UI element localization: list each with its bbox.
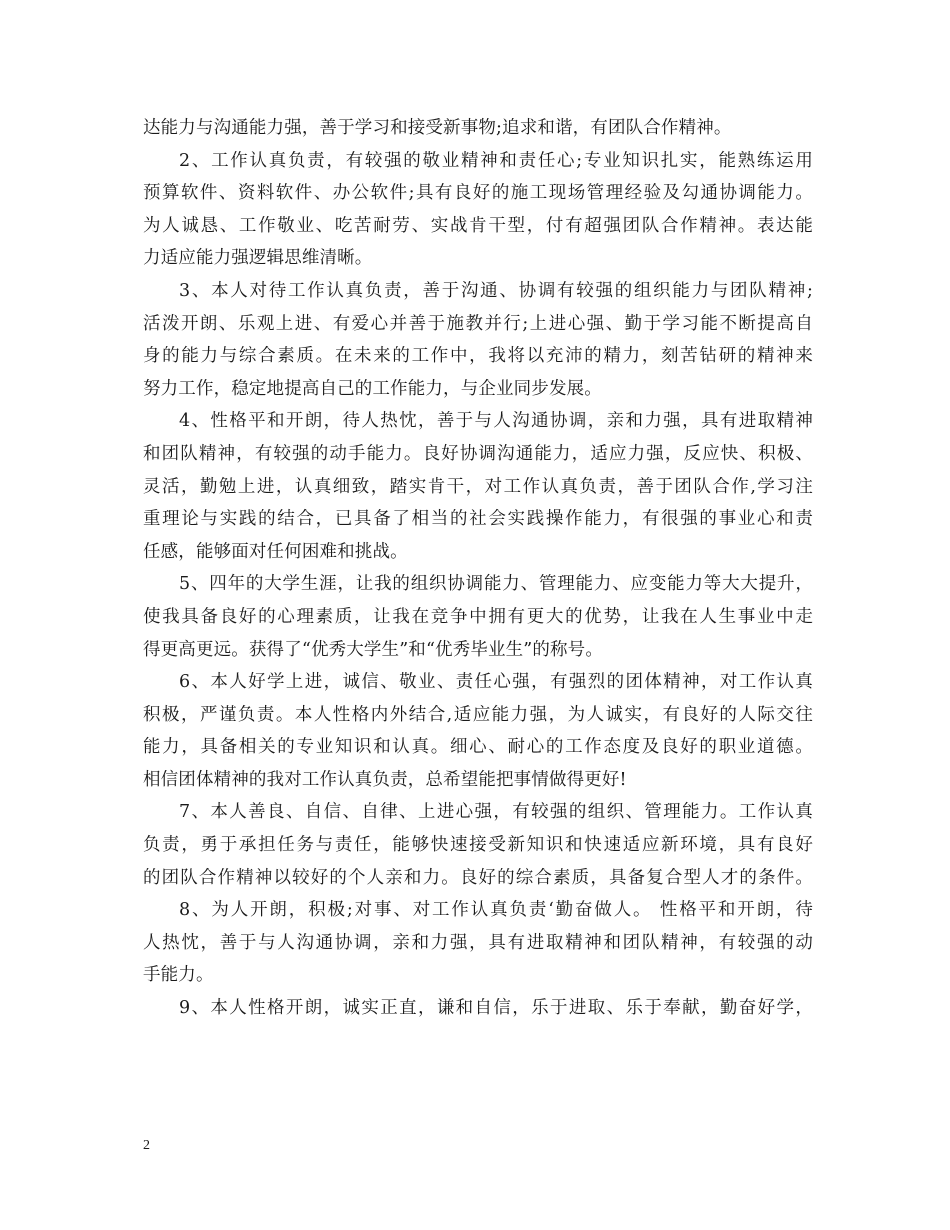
text-line: 重理论与实践的结合，已具备了相当的社会实践操作能力，有很强的事业心和责 [143,509,813,530]
paragraph-start-line: 8、为人开朗，积极;对事、对工作认真负责‘勤奋做人。 性格平和开朗，待 [179,900,813,921]
paragraph-start-line: 3、本人对待工作认真负责，善于沟通、协调有较强的组织能力与团队精神; [179,280,813,301]
text-line: 相信团体精神的我对工作认真负责，总希望能把事情做得更好! [143,769,627,790]
text-line: 灵活，勤勉上进，认真细致，踏实肯干，对工作认真负责，善于团队合作,学习注 [143,476,813,497]
text-line: 使我具备良好的心理素质，让我在竞争中拥有更大的优势，让我在人生事业中走 [143,606,813,627]
paragraph-start-line: 4、性格平和开朗，待人热忱，善于与人沟通协调，亲和力强，具有进取精神 [179,411,813,432]
text-line: 努力工作，稳定地提高自己的工作能力，与企业同步发展。 [143,378,602,399]
text-line: 负责，勇于承担任务与责任，能够快速接受新知识和快速适应新环境，具有良好 [143,835,813,856]
text-line: 任感，能够面对任何困难和挑战。 [143,541,408,562]
paragraph-start-line: 2、工作认真负责，有较强的敬业精神和责任心;专业知识扎实，能熟练运用 [179,150,813,171]
text-line: 得更高更远。获得了“优秀大学生”和“优秀毕业生”的称号。 [143,639,603,660]
page-number: 2 [143,1138,150,1153]
text-line: 手能力。 [143,965,214,986]
paragraph-start-line: 7、本人善良、自信、自律、上进心强，有较强的组织、管理能力。工作认真 [179,802,813,823]
text-line: 和团队精神，有较强的动手能力。良好协调沟通能力，适应力强，反应快、积极、 [143,443,813,464]
paragraph-start-line: 9、本人性格开朗，诚实正直，谦和自信，乐于进取、乐于奉献，勤奋好学， [179,998,813,1019]
text-line: 的团队合作精神以较好的个人亲和力。良好的综合素质，具备复合型人才的条件。 [143,867,813,888]
text-line: 活泼开朗、乐观上进、有爱心并善于施教并行;上进心强、勤于学习能不断提高自 [143,313,813,334]
text-line: 积极，严谨负责。本人性格内外结合,适应能力强，为人诚实，有良好的人际交往 [143,704,813,725]
text-line: 达能力与沟通能力强，善于学习和接受新事物;追求和谐，有团队合作精神。 [143,118,732,138]
text-line: 力适应能力强逻辑思维清晰。 [143,248,373,269]
paragraph-start-line: 5、四年的大学生涯，让我的组织协调能力、管理能力、应变能力等大大提升， [179,574,813,595]
paragraph-start-line: 6、本人好学上进，诚信、敬业、责任心强，有强烈的团体精神，对工作认真 [179,672,813,693]
text-line: 人热忱，善于与人沟通协调，亲和力强，具有进取精神和团队精神，有较强的动 [143,932,813,953]
text-line: 能力，具备相关的专业知识和认真。细心、耐心的工作态度及良好的职业道德。 [143,737,813,758]
document-body [143,112,813,1025]
text-line: 为人诚恳、工作敬业、吃苦耐劳、实战肯干型，付有超强团队合作精神。表达能 [143,215,813,236]
text-line: 身的能力与综合素质。在未来的工作中，我将以充沛的精力，刻苦钻研的精神来 [143,346,813,367]
text-line: 预算软件、资料软件、办公软件;具有良好的施工现场管理经验及勾通协调能力。 [143,183,813,204]
